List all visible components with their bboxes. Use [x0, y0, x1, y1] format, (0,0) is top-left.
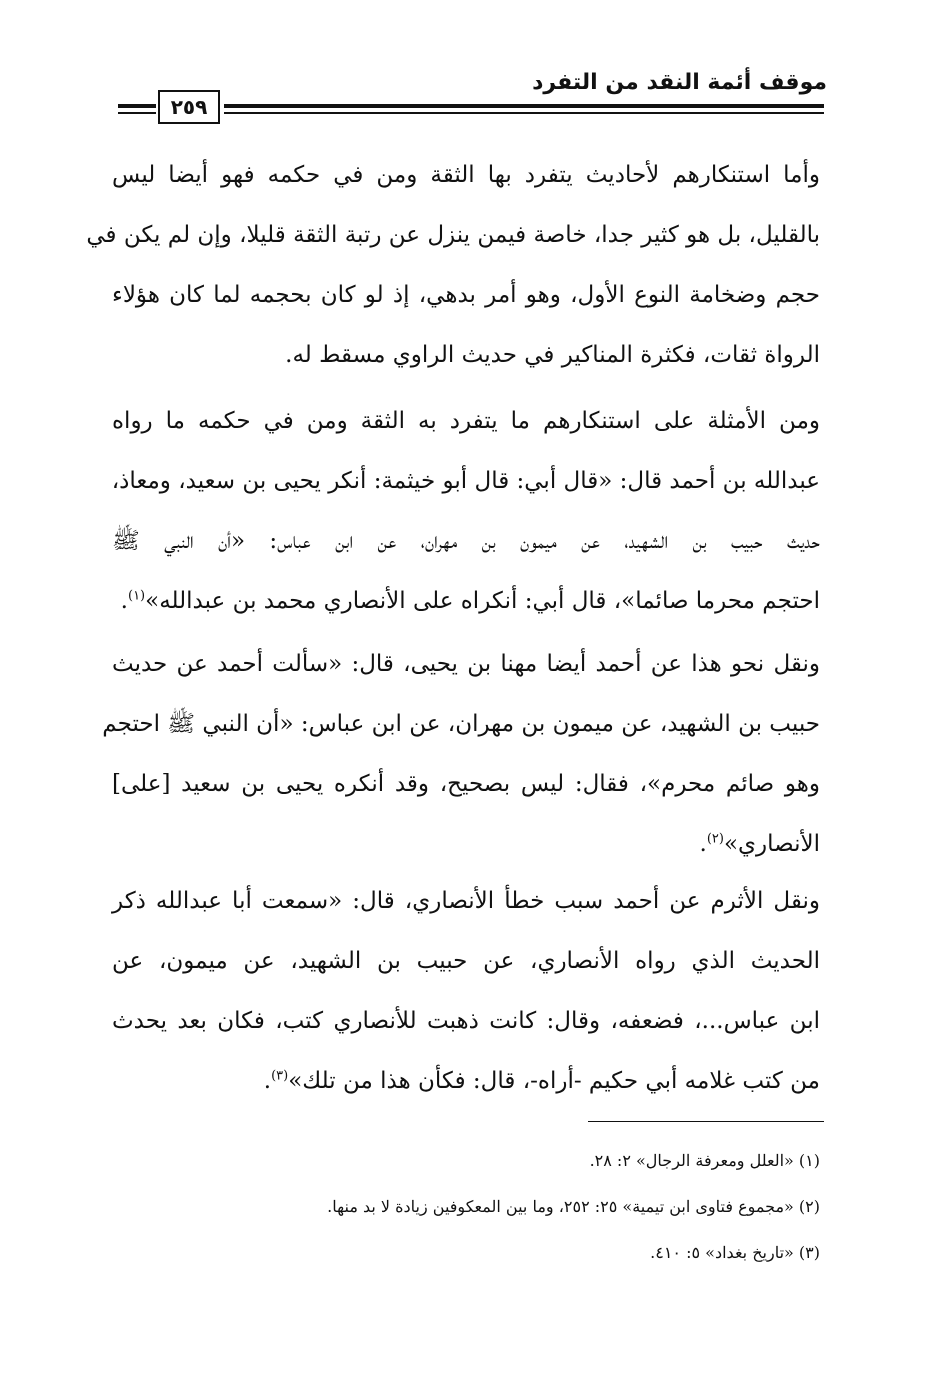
text-line: ومن الأمثلة على استنكارهم ما يتفرد به الثقة ومن في حكمه ما رواه	[112, 408, 820, 434]
text-line: الحديث الذي رواه الأنصاري، عن حبيب بن الشهيد، عن ميمون، عن	[112, 948, 820, 974]
text-line: حبيب بن الشهيد، عن ميمون بن مهران، عن ابن عباس: «أن النبي ﷺ احتجم	[102, 711, 820, 737]
text-line: عبدالله بن أحمد قال: «قال أبي: قال أبو خيثمة: أنكر يحيى بن سعيد، ومعاذ،	[111, 468, 820, 494]
footnote-ref-2: (٢)	[706, 831, 724, 847]
footnote-ref-3: (٣)	[271, 1068, 289, 1084]
line-tail: .	[699, 831, 707, 857]
header-rule-left-thin	[118, 112, 156, 114]
text-line: بالقليل، بل هو كثير جدا، خاصة فيمن ينزل عن رتبة الثقة قليلا، وإن لم يكن في	[86, 222, 820, 248]
footnote-separator	[588, 1121, 824, 1122]
text-line	[112, 814, 820, 874]
text-line-content: احتجم محرما صائما»، قال أبي: أنكراه على الأنصاري محمد بن عبدالله»	[145, 588, 820, 614]
paragraph-4	[112, 871, 820, 1111]
footnote-3: (٣) «تاريخ بغداد» ٥: ٤١٠.	[650, 1243, 820, 1262]
text-line: ونقل الأثرم عن أحمد سبب خطأ الأنصاري، قال: «سمعت أبا عبدالله ذكر	[112, 888, 820, 914]
text-line: وهو صائم محرم»، فقال: ليس بصحيح، وقد أنكره يحيى بن سعيد [على]	[112, 771, 820, 797]
text-line-content: الأنصاري»	[723, 831, 820, 857]
footnote-ref-1: (١)	[127, 588, 146, 604]
footnotes	[112, 1138, 820, 1276]
header-rule-thin	[224, 112, 824, 114]
paragraph-1	[86, 145, 820, 385]
footnote-2: (٢) «مجموع فتاوى ابن تيمية» ٢٥: ٢٥٢، وما بين المعكوفين زيادة لا بد منها.	[327, 1197, 820, 1216]
text-line	[112, 1051, 820, 1111]
text-line: حديث حبيب بن الشهيد، عن ميمون بن مهران، عن ابن عباس: «أن النبي ﷺ	[112, 528, 820, 554]
text-line: وأما استنكارهم لأحاديث يتفرد بها الثقة ومن في حكمه فهو أيضا ليس	[112, 162, 820, 188]
page-number-text: ٢٥٩	[170, 95, 208, 119]
page-number	[158, 90, 220, 124]
line-tail: .	[263, 1068, 272, 1094]
text-line: ابن عباس...، فضعفه، وقال: كانت ذهبت للأنصاري كتب، فكان بعد يحدث	[112, 1008, 820, 1034]
line-tail: .	[120, 588, 128, 614]
text-line	[112, 571, 820, 631]
running-header-title: موقف أئمة النقد من التفرد	[532, 70, 827, 95]
footnote-1: (١) «العلل ومعرفة الرجال» ٢: ٢٨.	[589, 1151, 820, 1170]
header-rule-thick	[224, 104, 824, 108]
paragraph-3	[102, 634, 820, 874]
header-rule-left-thick	[118, 104, 156, 108]
text-line: ونقل نحو هذا عن أحمد أيضا مهنا بن يحيى، قال: «سألت أحمد عن حديث	[112, 651, 820, 677]
paragraph-2	[112, 391, 820, 631]
text-line: حجم وضخامة النوع الأول، وهو أمر بدهي، إذ لو كان بحجمه لما كان هؤلاء	[112, 282, 820, 308]
text-line-content: من كتب غلامه أبي حكيم -أراه-، قال: فكأن هذا من تلك»	[288, 1068, 820, 1094]
text-line: الرواة ثقات، فكثرة المناكير في حديث الراوي مسقط له.	[285, 342, 820, 368]
